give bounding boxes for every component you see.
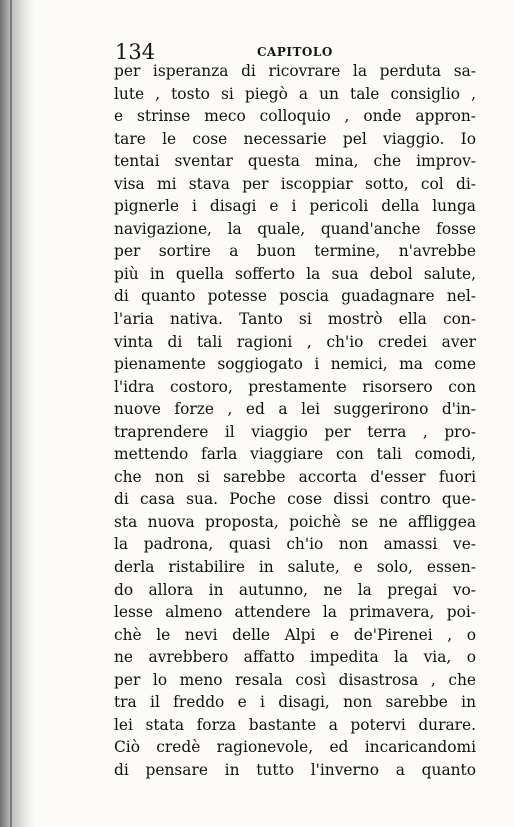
text-line: tare le cose necessarie pel viaggio. Io [114,129,476,148]
text-line: nuove forze , ed a lei suggerirono d'in- [114,400,476,419]
text-line: per isperanza di ricovrare la perduta sa- [114,62,476,80]
text-line: di quanto potesse poscia guadagnare nel- [114,287,476,306]
text-line: di casa sua. Poche cose dissi contro que- [114,490,476,509]
text-line: lute , tosto si piegò a un tale consiglio , [114,84,476,103]
text-line: do allora in autunno, ne la pregai vo- [114,580,476,599]
text-line: derla ristabilire in salute, e solo, essen- [114,558,476,577]
text-line: di pensare in tutto l'inverno a quanto [114,760,476,779]
text-line: pienamente soggiogato i nemici, ma come [114,355,476,374]
text-line: ne avrebbero affatto impedita la via, o [114,648,476,667]
text-line: sta nuova proposta, poichè se ne affliggea [114,512,476,531]
text-line: vinta di tali ragioni , ch'io credei aver [114,332,476,351]
text-line: pignerle i disagi e i pericoli della lunga [114,197,476,216]
text-line: per lo meno resala così disastrosa , che [114,670,476,689]
page-number: 134 [115,40,156,64]
text-line: mettendo farla viaggiare con tali comodi, [114,445,476,464]
text-line: l'idra costoro, prestamente risorsero con [114,377,476,396]
text-line: Ciò credè ragionevole, ed incaricandomi [114,738,476,757]
text-line: chè le nevi delle Alpi e de'Pirenei , o [114,625,476,644]
text-line: tra il freddo e i disagi, non sarebbe in [114,693,476,712]
text-line: tentai sventar questa mina, che improv- [114,152,476,171]
text-line: la padrona, quasi ch'io non amassi ve- [114,535,476,554]
text-line: più in quella sofferto la sua debol salute, [114,264,476,283]
binding-edge [10,0,12,827]
text-line: lei stata forza bastante a potervi durare. [114,715,476,734]
body-text [114,60,476,782]
binding-shadow [0,0,34,827]
text-line: navigazione, la quale, quand'anche fosse [114,219,476,238]
text-line: e strinse meco colloquio , onde appron- [114,107,476,126]
text-line: l'aria nativa. Tanto si mostrò ella con- [114,310,476,329]
chapter-title: CAPITOLO [257,45,333,59]
text-line: che non si sarebbe accorta d'esser fuori [114,467,476,486]
text-line: lesse almeno attendere la primavera, poi- [114,603,476,622]
text-line: visa mi stava per iscoppiar sotto, col di- [114,174,476,193]
text-line: traprendere il viaggio per terra , pro- [114,422,476,441]
text-line: per sortire a buon termine, n'avrebbe [114,242,476,261]
